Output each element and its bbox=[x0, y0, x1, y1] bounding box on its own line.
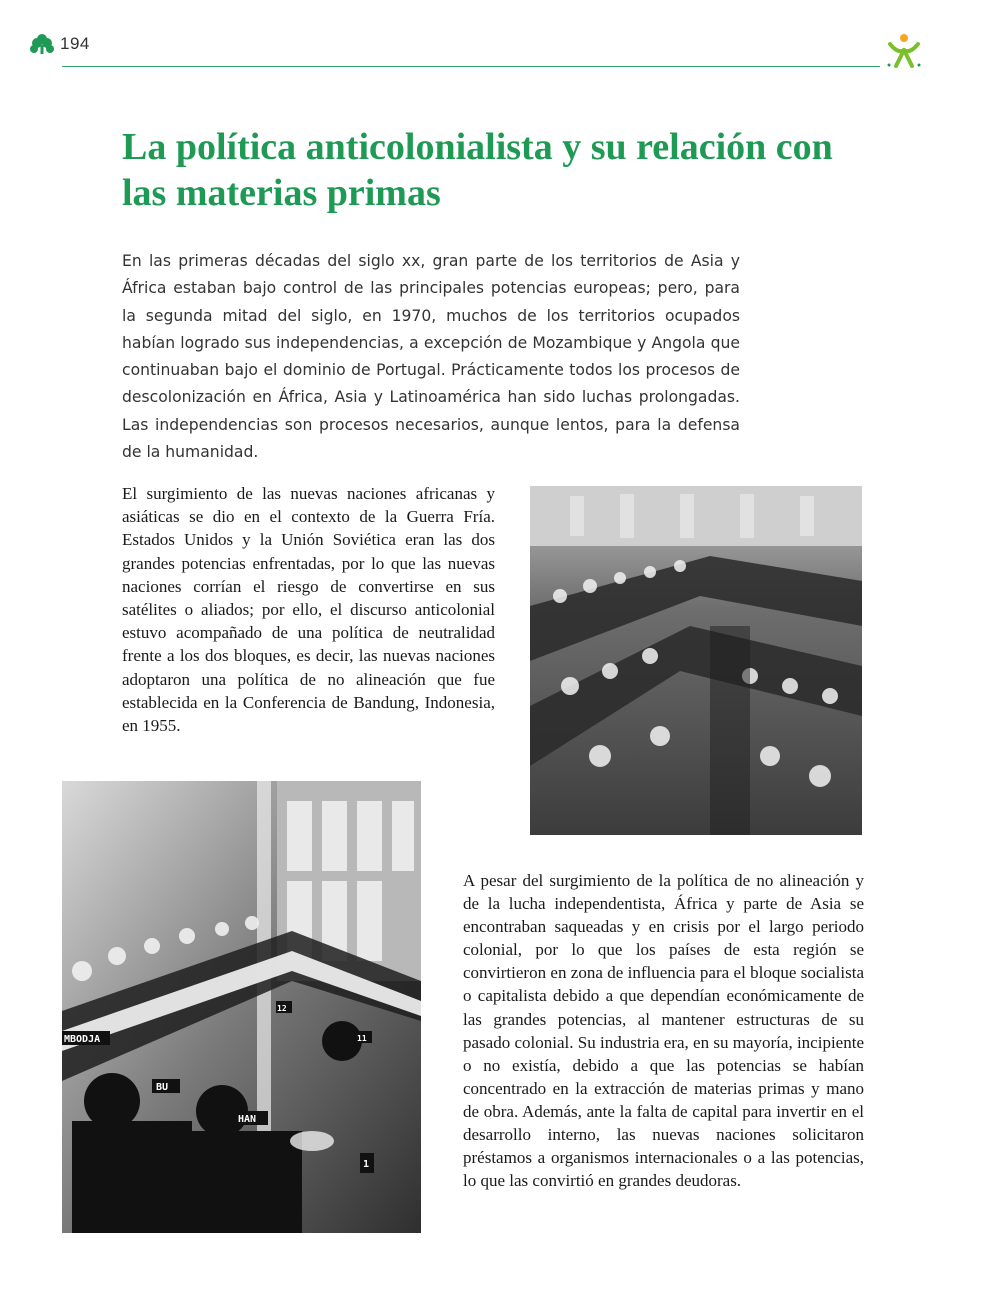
body-paragraph-cold-war: El surgimiento de las nuevas naciones africanas y asiáticas se dio en el contexto de la Guerra Fría. Estados Unidos y la Unión Soviética eran las dos grandes potencias enfrentadas, por lo que las nuevas naciones corrían el riesgo de convertirse en sus satélites o aliados; por ello, el discurso anticolonial estuvo acompañado de una política de neutralidad frente a los dos bloques, es decir, las nuevas naciones adoptaron una política de no alineación que fue establecida en la Conferencia de Bandung, Indonesia, en 1955. bbox=[122, 484, 495, 736]
table-number-12: 12 bbox=[277, 1004, 287, 1013]
bandung-conference-assembly-photo bbox=[530, 486, 862, 835]
country-sign-mbodja: MBODJA bbox=[64, 1034, 101, 1045]
table-number-1: 1 bbox=[363, 1159, 370, 1170]
article-title: La política anticolonialista y su relación con las materias primas bbox=[122, 126, 833, 214]
header-divider bbox=[62, 66, 880, 67]
page-header bbox=[0, 0, 986, 80]
body-paragraph-economic-dependence: A pesar del surgimiento de la política de no alineación y de la lucha independentista, África y parte de Asia se encontraban saqueadas y en crisis por el largo periodo colonial, por lo que los países de esta región se convirtieron en zona de influencia para el bloque socialista o capitalista debido a que dependían económicamente de las grandes potencias, al mantener estructuras de su pasado colonial. Su industria era, en su mayoría, incipiente o no existía, debido a que las potencias se habían concentrado en la extracción de materias primas y mano de obra. Además, ante la falta de capital para invertir en el desarrollo interno, las nuevas naciones solicitaron préstamos a organismos internacionales o a las potencias, lo que las convirtió en grandes deudoras. bbox=[463, 871, 864, 1191]
country-sign-han: HAN bbox=[238, 1114, 257, 1125]
intro-paragraph: En las primeras décadas del siglo xx, gran parte de los territorios de Asia y África estaban bajo control de las principales potencias europeas; pero, para la segunda mitad del siglo, en 1970, muchos de los territorios ocupados habían logrado sus independencias, a excepción de Mozambique y Angola que continuaban bajo el dominio de Portugal. Prácticamente todos los procesos de descolonización en África, Asia y Latinoamérica han sido luchas prolongadas. Las independencias son procesos necesarios, aunque lentos, para la defensa de la humanidad. bbox=[122, 252, 740, 462]
page-number: 194 bbox=[60, 34, 90, 53]
person-figure-logo-icon bbox=[884, 32, 924, 72]
table-number-11: 11 bbox=[357, 1034, 367, 1043]
conference-delegates-table-photo bbox=[62, 781, 421, 1233]
country-sign-bu: BU bbox=[156, 1082, 169, 1093]
shamrock-icon bbox=[28, 34, 56, 56]
